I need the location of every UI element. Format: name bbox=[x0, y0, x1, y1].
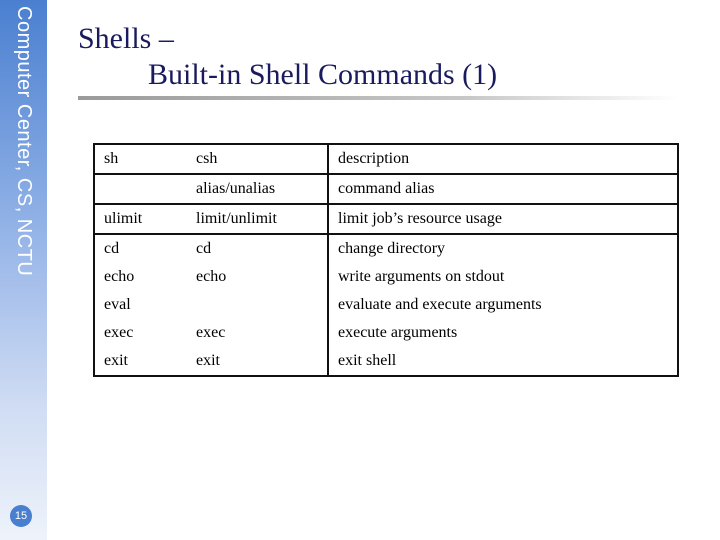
table-cell-sh: exit bbox=[104, 352, 128, 369]
table-cell-sh: eval bbox=[104, 296, 131, 313]
table-cell-sh: echo bbox=[104, 268, 135, 285]
table-row bbox=[94, 291, 678, 319]
table-cell-sh bbox=[94, 174, 187, 204]
table-cell-csh: exit bbox=[187, 347, 328, 376]
table-cell-csh bbox=[187, 291, 328, 319]
table-cell-sh: sh bbox=[94, 144, 187, 174]
slide-title-line1: Shells – bbox=[78, 22, 174, 55]
table-row bbox=[94, 347, 678, 376]
table-cell-description: limit job’s resource usage bbox=[328, 204, 678, 234]
table-cell-description: exit shell bbox=[338, 352, 397, 369]
table-cell-csh: cd bbox=[187, 234, 328, 263]
commands-table bbox=[93, 143, 679, 377]
table-cell-description: evaluate and execute arguments bbox=[338, 296, 542, 313]
table-cell-sh: exec bbox=[104, 324, 134, 341]
table-cell-description: execute arguments bbox=[338, 324, 458, 341]
sidebar bbox=[0, 0, 47, 540]
sidebar-org-label: Computer Center, CS, NCTU bbox=[13, 6, 35, 277]
page-number-badge: 15 bbox=[10, 505, 32, 527]
table-cell-csh: alias/unalias bbox=[187, 174, 328, 204]
table-cell-csh: limit/unlimit bbox=[187, 204, 328, 234]
table-cell-description: write arguments on stdout bbox=[338, 268, 505, 285]
table-row bbox=[94, 144, 678, 174]
table-row bbox=[94, 174, 678, 204]
table-row bbox=[94, 234, 678, 263]
table-cell-csh: echo bbox=[187, 263, 328, 291]
title-underline bbox=[78, 96, 678, 100]
table-cell-description: description bbox=[328, 144, 678, 174]
table-row bbox=[94, 263, 678, 291]
table-cell-csh: csh bbox=[187, 144, 328, 174]
table-row bbox=[94, 204, 678, 234]
slide-title-line2: Built-in Shell Commands (1) bbox=[148, 58, 498, 91]
table-cell-sh: ulimit bbox=[94, 204, 187, 234]
table-row bbox=[94, 319, 678, 347]
table-cell-description: command alias bbox=[328, 174, 678, 204]
table-cell-csh: exec bbox=[187, 319, 328, 347]
table-cell-sh: cd bbox=[104, 240, 120, 257]
table-cell-description: change directory bbox=[338, 240, 446, 257]
